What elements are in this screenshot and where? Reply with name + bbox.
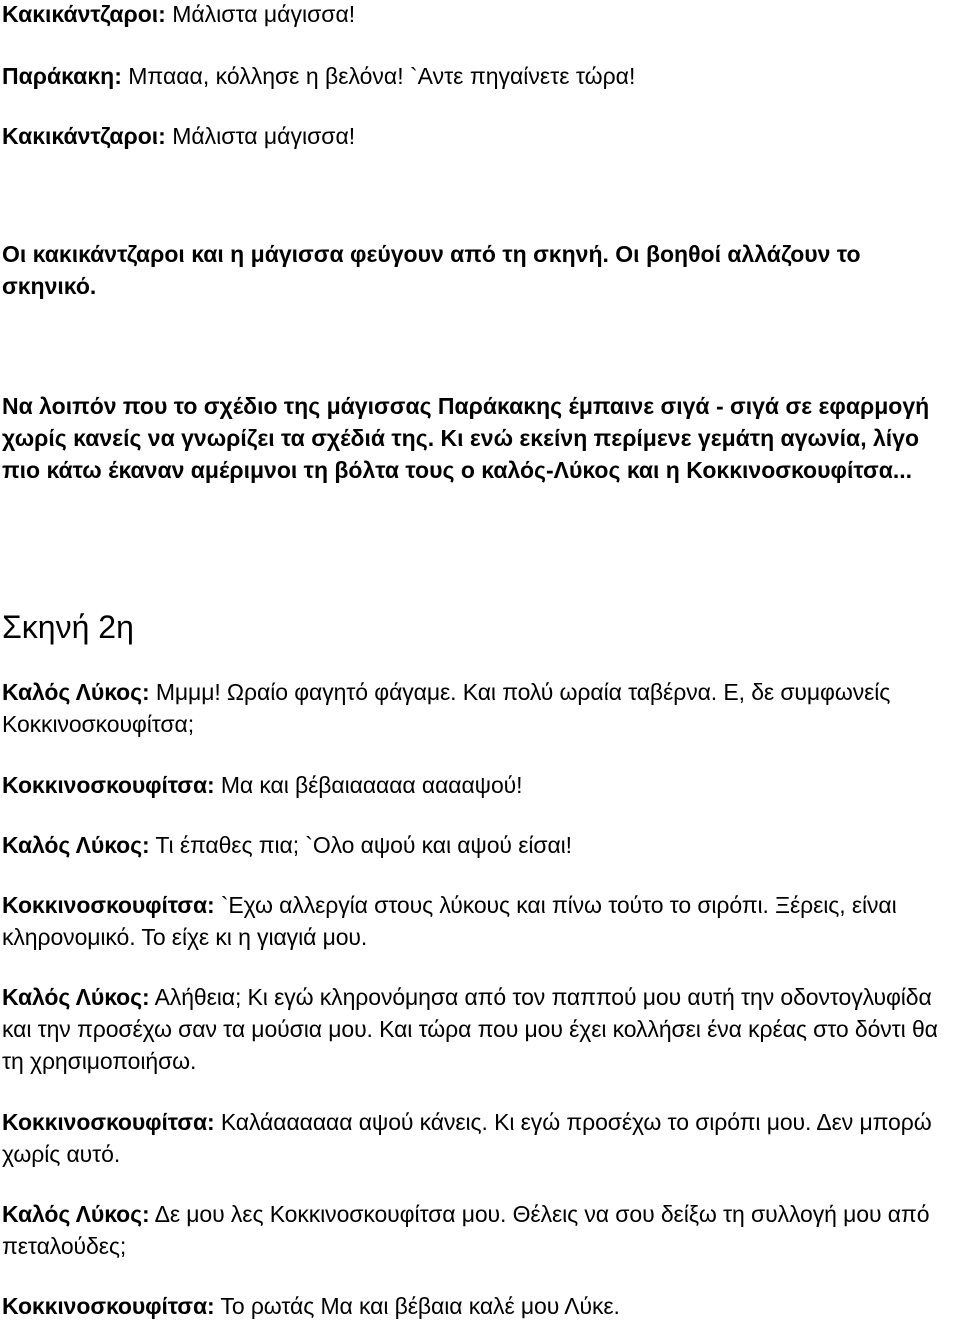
speaker-name: Κακικάντζαροι: — [2, 1, 166, 27]
dialogue-line — [2, 769, 958, 801]
dialogue-text: `Εχω αλλεργία στους λύκους και πίνω τούτο το σιρόπι. Ξέρεις, είναι κληρονομικό. Το είχε κι η γιαγιά μου. — [2, 892, 897, 950]
dialogue-text: Δε μου λες Κοκκινοσκουφίτσα μου. Θέλεις να σου δείξω τη συλλογή μου από πεταλούδες; — [2, 1201, 930, 1259]
narration-paragraph: Να λοιπόν που το σχέδιο της μάγισσας Παράκακης έμπαινε σιγά - σιγά σε εφαρμογή χωρίς κανείς να γνωρίζει τα σχέδιά της. Κι ενώ εκείνη περίμενε γεμάτη αγωνία, λίγο πιο κάτω έκαναν αμέριμνοι τη βόλτα τους ο καλός-Λύκος και η Κοκκινοσκουφίτσα... — [2, 393, 930, 483]
dialogue-text: Μα και βέβαιααααα ααααψού! — [214, 772, 523, 798]
dialogue-text: Μπααα, κόλλησε η βελόνα! `Αντε πηγαίνετε τώρα! — [121, 63, 636, 89]
dialogue-text: Το ρωτάς Μα και βέβαια καλέ μου Λύκε. — [214, 1293, 620, 1319]
dialogue-text: Μάλιστα μάγισσα! — [165, 123, 356, 149]
dialogue-text: Καλάαααααα αψού κάνεις. Κι εγώ προσέχω το σιρόπι μου. Δεν μπορώ χωρίς αυτό. — [2, 1109, 932, 1167]
dialogue-line — [2, 60, 958, 92]
speaker-name: Κοκκινοσκουφίτσα: — [2, 772, 215, 798]
dialogue-line — [2, 889, 958, 953]
stage-direction: Οι κακικάντζαροι και η μάγισσα φεύγουν από τη σκηνή. Οι βοηθοί αλλάζουν το σκηνικό. — [2, 241, 861, 299]
speaker-name: Κοκκινοσκουφίτσα: — [2, 892, 215, 918]
dialogue-line — [2, 1290, 958, 1322]
dialogue-line — [2, 981, 958, 1077]
dialogue-line — [2, 829, 958, 861]
speaker-name: Καλός Λύκος: — [2, 679, 150, 705]
speaker-name: Κοκκινοσκουφίτσα: — [2, 1109, 215, 1135]
dialogue-text: Αλήθεια; Κι εγώ κληρονόμησα από τον παππού μου αυτή την οδοντογλυφίδα και την προσέχω σαν τα μούσια μου. Και τώρα που μου έχει κολλήσει ένα κρέας στο δόντι θα τη χρησιμοποιήσω. — [2, 984, 938, 1074]
dialogue-line — [2, 0, 958, 30]
dialogue-text: Μμμμ! Ωραίο φαγητό φάγαμε. Και πολύ ωραία ταβέρνα. Ε, δε συμφωνείς Κοκκινοσκουφίτσα; — [2, 679, 891, 737]
dialogue-line — [2, 1106, 958, 1170]
speaker-name: Καλός Λύκος: — [2, 984, 150, 1010]
speaker-name: Καλός Λύκος: — [2, 1201, 150, 1227]
speaker-name: Κοκκινοσκουφίτσα: — [2, 1293, 215, 1319]
dialogue-text: Μάλιστα μάγισσα! — [165, 1, 356, 27]
scene-heading: Σκηνή 2η — [2, 609, 134, 645]
speaker-name: Καλός Λύκος: — [2, 832, 150, 858]
dialogue-text: Τι έπαθες πια; `Ολο αψού και αψού είσαι! — [149, 832, 572, 858]
speaker-name: Κακικάντζαροι: — [2, 123, 166, 149]
speaker-name: Παράκακη: — [2, 63, 122, 89]
dialogue-line — [2, 676, 958, 740]
dialogue-line — [2, 1198, 958, 1262]
dialogue-line — [2, 120, 958, 152]
